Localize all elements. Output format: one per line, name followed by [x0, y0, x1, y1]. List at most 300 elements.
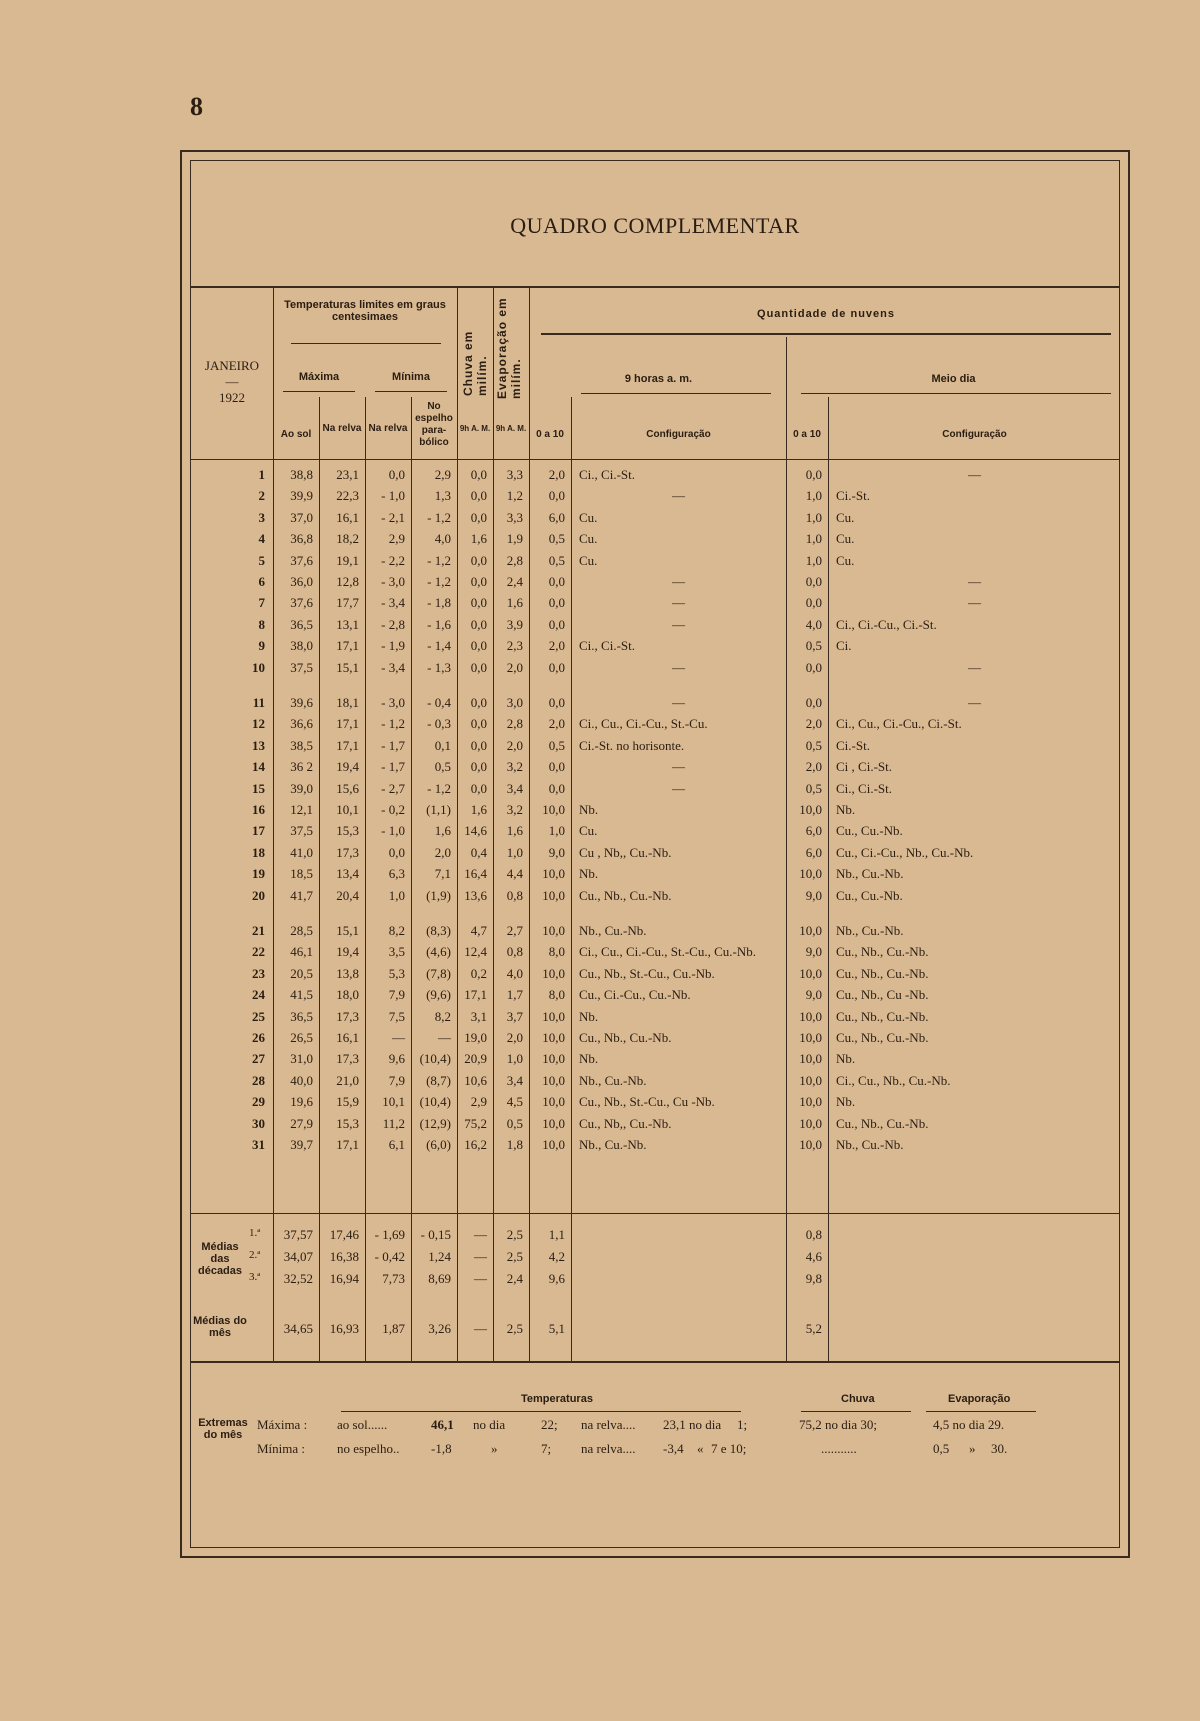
media-ao-sol: 34,07: [283, 1249, 313, 1264]
max-dia: 22;: [541, 1417, 558, 1432]
cell-day: 6: [258, 574, 265, 589]
cell-na-relva-min: 7,9: [388, 1072, 405, 1088]
cell-nuvens-9h: 0,5: [548, 737, 565, 753]
cell-na-relva-max: 22,3: [336, 488, 359, 504]
cell-config-9h: Nb.: [579, 866, 599, 882]
cell-nuvens-9h: 10,0: [542, 1072, 565, 1088]
cell-na-relva-min: 1,0: [388, 887, 405, 903]
cell-ao-sol: 36,5: [290, 1008, 313, 1024]
media-chuva: —: [474, 1271, 487, 1286]
cell-chuva: 2,9: [470, 1094, 487, 1110]
cell-nuvens-9h: 6,0: [548, 509, 565, 525]
max-evaporacao: 4,5 no dia 29.: [933, 1417, 1005, 1432]
cell-espelho: - 1,6: [427, 616, 451, 632]
cell-chuva: 0,4: [470, 844, 487, 860]
cell-na-relva-min: 8,2: [388, 923, 405, 938]
table-inner-frame: [190, 160, 1120, 1548]
cell-na-relva-max: 17,3: [336, 844, 359, 860]
cell-ao-sol: 12,1: [290, 802, 313, 817]
cell-config-meio-dia: Nb., Cu.-Nb.: [836, 1137, 904, 1152]
month-label: JANEIRO — 1922: [204, 358, 260, 405]
cell-nuvens-9h: 0,0: [548, 695, 565, 710]
cell-evaporacao: 1,6: [506, 595, 523, 611]
cell-evaporacao: 4,4: [506, 866, 523, 882]
cell-nuvens-9h: 10,0: [542, 866, 565, 882]
table-row: [191, 781, 1119, 801]
cell-config-9h: Nb., Cu.-Nb.: [579, 1137, 647, 1152]
cell-day: 2: [258, 488, 265, 504]
summary-rule: [191, 1361, 1119, 1363]
table-row: [191, 531, 1119, 551]
cell-nuvens-9h: 0,5: [548, 531, 565, 547]
cell-na-relva-max: 21,0: [336, 1072, 359, 1088]
cell-na-relva-min: —: [392, 1030, 405, 1045]
media-mes-row: [191, 1321, 1119, 1341]
cell-chuva: 0,0: [470, 552, 487, 568]
media-na-relva-min: - 1,69: [374, 1227, 405, 1242]
min-chuva: ...........: [821, 1441, 857, 1456]
cell-nuvens-9h: 9,0: [548, 844, 565, 860]
cell-na-relva-min: - 1,0: [381, 823, 405, 839]
cell-evaporacao: 3,2: [506, 802, 523, 817]
cell-config-meio-dia: Ci , Ci.-St.: [836, 759, 892, 775]
cell-nuvens-meio-dia: 10,0: [799, 802, 822, 817]
cell-na-relva-min: - 3,0: [381, 574, 405, 589]
media-nuvens-meio-dia: 9,8: [805, 1271, 822, 1286]
cell-ao-sol: 31,0: [290, 1051, 313, 1067]
cell-nuvens-9h: 0,0: [548, 595, 565, 611]
cell-espelho: (8,3): [426, 923, 451, 938]
cell-ao-sol: 38,0: [290, 638, 313, 654]
cell-ao-sol: 37,6: [290, 552, 313, 568]
cell-config-9h: Ci., Cu., Ci.-Cu., St.-Cu.: [579, 716, 708, 732]
cell-evaporacao: 2,0: [506, 1030, 523, 1045]
cell-day: 28: [252, 1072, 265, 1088]
cell-day: 26: [252, 1030, 265, 1045]
cell-espelho: - 1,2: [427, 509, 451, 525]
cell-config-9h: Nb.: [579, 1051, 599, 1067]
cell-espelho: (8,7): [426, 1072, 451, 1088]
cell-nuvens-meio-dia: 1,0: [805, 552, 822, 568]
cell-na-relva-max: 19,1: [336, 552, 359, 568]
cell-nuvens-meio-dia: 10,0: [799, 965, 822, 981]
cell-na-relva-max: 19,4: [336, 759, 359, 775]
table-row: [191, 1116, 1119, 1136]
cell-chuva: 17,1: [464, 987, 487, 1003]
chuva-hora-header: 9h A. M.: [459, 424, 491, 433]
cell-espelho: - 1,4: [427, 638, 451, 654]
cell-na-relva-max: 12,8: [336, 574, 359, 589]
table-row: [191, 467, 1119, 487]
cell-evaporacao: 0,5: [506, 1115, 523, 1131]
table-row: [191, 1073, 1119, 1093]
cell-na-relva-max: 10,1: [336, 802, 359, 817]
cell-config-meio-dia: Cu.: [836, 552, 855, 568]
media-mes-na-relva-min: 1,87: [382, 1321, 405, 1336]
cell-config-9h: —: [672, 488, 685, 504]
cell-config-meio-dia: Cu., Nb., Cu.-Nb.: [836, 1008, 929, 1024]
cell-config-9h: Ci.-St. no horisonte.: [579, 737, 685, 753]
media-nuvens-meio-dia: 0,8: [805, 1227, 822, 1242]
cell-day: 21: [252, 923, 265, 938]
cell-na-relva-max: 15,1: [336, 659, 359, 675]
media-mes-evaporacao: 2,5: [506, 1321, 523, 1336]
cell-na-relva-min: 0,0: [388, 844, 405, 860]
cell-config-9h: —: [672, 759, 685, 775]
cell-config-9h: Cu., Ci.-Cu., Cu.-Nb.: [579, 987, 691, 1003]
cell-chuva: 1,6: [470, 802, 487, 817]
cell-config-meio-dia: Nb.: [836, 802, 856, 817]
cell-na-relva-max: 17,1: [336, 1137, 359, 1152]
cell-day: 29: [252, 1094, 265, 1110]
cell-chuva: 0,2: [470, 965, 487, 981]
cell-config-9h: —: [672, 659, 685, 675]
table-row: [191, 510, 1119, 530]
cell-nuvens-9h: 0,0: [548, 759, 565, 775]
min-evaporacao-dia: 30.: [991, 1441, 1008, 1456]
cell-nuvens-9h: 0,0: [548, 616, 565, 632]
cell-day: 3: [258, 509, 265, 525]
cell-evaporacao: 2,0: [506, 659, 523, 675]
temp-group-header: Temperaturas limites em graus centesimaes: [284, 299, 446, 323]
temp-group-rule: [291, 343, 441, 344]
cell-na-relva-max: 13,8: [336, 965, 359, 981]
table-row: [191, 802, 1119, 822]
cell-nuvens-meio-dia: 9,0: [805, 887, 822, 903]
cell-ao-sol: 36 2: [290, 759, 313, 775]
media-na-relva-max: 17,46: [329, 1227, 359, 1242]
cell-chuva: 0,0: [470, 780, 487, 796]
cell-config-9h: —: [672, 780, 685, 796]
cell-espelho: (10,4): [419, 1094, 451, 1110]
cell-espelho: 0,5: [434, 759, 451, 775]
cell-config-9h: Cu.: [579, 509, 598, 525]
cell-day: 9: [258, 638, 265, 654]
cell-day: 27: [252, 1051, 265, 1067]
cell-na-relva-max: 15,1: [336, 923, 359, 938]
table-row: [191, 638, 1119, 658]
cell-nuvens-9h: 10,0: [542, 1008, 565, 1024]
table-row: [191, 1137, 1119, 1157]
table-row: [191, 759, 1119, 779]
media-chuva: —: [474, 1227, 487, 1242]
media-chuva: —: [474, 1249, 487, 1264]
cell-config-meio-dia: Nb.: [836, 1094, 856, 1110]
cell-config-9h: Nb., Cu.-Nb.: [579, 1072, 647, 1088]
cell-espelho: - 1,8: [427, 595, 451, 611]
decada-ordinal: 2.ª: [249, 1249, 261, 1261]
cell-config-meio-dia: Cu.: [836, 509, 855, 525]
cell-nuvens-9h: 10,0: [542, 1115, 565, 1131]
cell-na-relva-max: 15,3: [336, 823, 359, 839]
media-nuvens-9h: 9,6: [548, 1271, 565, 1286]
decada-ordinal: 3.ª: [249, 1271, 261, 1283]
cell-day: 23: [252, 965, 265, 981]
cell-nuvens-9h: 2,0: [548, 716, 565, 732]
cell-na-relva-min: - 0,2: [381, 802, 405, 817]
cell-nuvens-9h: 0,0: [548, 659, 565, 675]
cell-chuva: 75,2: [464, 1115, 487, 1131]
minima-header: Mínima: [392, 371, 430, 383]
minima-rule: [375, 391, 447, 392]
table-row: [191, 488, 1119, 508]
medias-rule: [191, 1213, 1119, 1214]
cell-ao-sol: 37,5: [290, 823, 313, 839]
media-nuvens-9h: 4,2: [548, 1249, 565, 1264]
cell-na-relva-max: 20,4: [336, 887, 359, 903]
cell-na-relva-min: - 3,0: [381, 695, 405, 710]
cell-na-relva-min: 10,1: [382, 1094, 405, 1110]
media-espelho: 8,69: [428, 1271, 451, 1286]
cell-nuvens-meio-dia: 10,0: [799, 1137, 822, 1152]
cell-config-9h: Cu., Nb,, Cu.-Nb.: [579, 1115, 672, 1131]
cell-chuva: 13,6: [464, 887, 487, 903]
cell-na-relva-max: 19,4: [336, 944, 359, 960]
cell-na-relva-max: 17,1: [336, 716, 359, 732]
nove-horas-rule: [581, 393, 771, 394]
table-row: [191, 845, 1119, 865]
media-decada-row: [191, 1227, 1119, 1247]
cell-chuva: 10,6: [464, 1072, 487, 1088]
medias-mes-label: Médias do mês: [193, 1315, 247, 1339]
na-relva-min-header: Na relva: [368, 423, 408, 434]
cell-na-relva-max: 13,4: [336, 866, 359, 882]
cell-evaporacao: 1,9: [506, 531, 523, 547]
cell-espelho: (6,0): [426, 1137, 451, 1152]
cell-config-9h: Nb.: [579, 1008, 599, 1024]
cell-nuvens-meio-dia: 10,0: [799, 1051, 822, 1067]
cell-nuvens-9h: 10,0: [542, 923, 565, 938]
cell-na-relva-max: 23,1: [336, 467, 359, 482]
cell-config-meio-dia: Ci.: [836, 638, 852, 654]
cell-config-meio-dia: —: [968, 595, 981, 611]
cell-na-relva-max: 15,6: [336, 780, 359, 796]
media-mes-ao-sol: 34,65: [283, 1321, 313, 1336]
cell-nuvens-9h: 10,0: [542, 1094, 565, 1110]
table-row: [191, 944, 1119, 964]
cell-chuva: 12,4: [464, 944, 487, 960]
cell-ao-sol: 38,8: [290, 467, 313, 482]
cell-day: 1: [258, 467, 265, 482]
cell-na-relva-min: 9,6: [388, 1051, 405, 1067]
cell-config-meio-dia: Ci., Ci.-Cu., Ci.-St.: [836, 616, 937, 632]
cell-nuvens-meio-dia: 0,5: [805, 737, 822, 753]
cell-chuva: 0,0: [470, 759, 487, 775]
media-espelho: 1,24: [428, 1249, 451, 1264]
cell-nuvens-9h: 0,0: [548, 574, 565, 589]
cell-nuvens-meio-dia: 1,0: [805, 488, 822, 504]
cell-nuvens-meio-dia: 10,0: [799, 1115, 822, 1131]
media-evaporacao: 2,4: [506, 1271, 523, 1286]
cell-ao-sol: 37,0: [290, 509, 313, 525]
cell-chuva: 0,0: [470, 716, 487, 732]
cell-day: 17: [252, 823, 265, 839]
max-relva-dia: 1;: [737, 1417, 748, 1432]
min-relva-mark: «: [697, 1441, 704, 1456]
cell-day: 22: [252, 944, 265, 960]
cell-config-meio-dia: Nb., Cu.-Nb.: [836, 923, 904, 938]
cell-espelho: - 1,3: [427, 659, 451, 675]
cell-nuvens-9h: 2,0: [548, 467, 565, 482]
cell-nuvens-meio-dia: 0,5: [805, 638, 822, 654]
cell-nuvens-meio-dia: 10,0: [799, 1008, 822, 1024]
cell-na-relva-max: 13,1: [336, 616, 359, 632]
cell-day: 24: [252, 987, 265, 1003]
cell-config-meio-dia: Cu., Nb., Cu.-Nb.: [836, 944, 929, 960]
cell-config-9h: Cu., Nb., Cu.-Nb.: [579, 887, 672, 903]
max-sol-label: ao sol......: [337, 1417, 388, 1432]
cell-day: 16: [252, 802, 265, 817]
media-na-relva-max: 16,38: [329, 1249, 359, 1264]
media-mes-chuva: —: [474, 1321, 487, 1336]
cell-evaporacao: 4,0: [506, 965, 523, 981]
cell-ao-sol: 37,5: [290, 659, 313, 675]
cell-ao-sol: 41,7: [290, 887, 313, 903]
media-na-relva-max: 16,94: [329, 1271, 359, 1286]
cell-na-relva-min: - 1,9: [381, 638, 405, 654]
cell-day: 12: [252, 716, 265, 732]
table-row: [191, 1009, 1119, 1029]
cell-espelho: 7,1: [434, 866, 451, 882]
cell-nuvens-meio-dia: 10,0: [799, 1072, 822, 1088]
cell-evaporacao: 2,0: [506, 737, 523, 753]
cell-nuvens-meio-dia: 0,0: [805, 695, 822, 710]
cell-nuvens-9h: 10,0: [542, 1030, 565, 1045]
media-mes-nuvens-meio-dia: 5,2: [805, 1321, 822, 1336]
cell-chuva: 16,4: [464, 866, 487, 882]
cell-espelho: - 0,3: [427, 716, 451, 732]
table-row: [191, 660, 1119, 680]
cell-ao-sol: 28,5: [290, 923, 313, 938]
cell-ao-sol: 41,5: [290, 987, 313, 1003]
cell-day: 31: [252, 1137, 265, 1152]
cell-nuvens-meio-dia: 0,5: [805, 780, 822, 796]
cell-ao-sol: 19,6: [290, 1094, 313, 1110]
min-relva-value: -3,4: [663, 1441, 684, 1456]
cell-config-meio-dia: —: [968, 659, 981, 675]
cell-config-meio-dia: Ci.-St.: [836, 737, 870, 753]
cell-na-relva-min: - 3,4: [381, 595, 405, 611]
table-row: [191, 738, 1119, 758]
cell-evaporacao: 2,7: [506, 923, 523, 938]
cell-chuva: 0,0: [470, 509, 487, 525]
cell-ao-sol: 41,0: [290, 844, 313, 860]
cell-chuva: 0,0: [470, 638, 487, 654]
cell-evaporacao: 0,8: [506, 887, 523, 903]
maxima-rule: [283, 391, 355, 392]
media-evaporacao: 2,5: [506, 1249, 523, 1264]
cell-nuvens-meio-dia: 10,0: [799, 1030, 822, 1045]
medias-decadas-label: Médias das décadas: [197, 1241, 243, 1277]
cell-ao-sol: 37,6: [290, 595, 313, 611]
cell-day: 8: [258, 616, 265, 632]
cell-config-9h: Cu., Nb., St.-Cu., Cu.-Nb.: [579, 965, 715, 981]
cell-nuvens-9h: 0,5: [548, 552, 565, 568]
cell-ao-sol: 36,5: [290, 616, 313, 632]
cell-ao-sol: 46,1: [290, 944, 313, 960]
ao-sol-header: Ao sol: [280, 429, 312, 440]
cell-na-relva-max: 18,1: [336, 695, 359, 710]
cell-ao-sol: 39,7: [290, 1137, 313, 1152]
cell-day: 15: [252, 780, 265, 796]
cell-config-meio-dia: —: [968, 695, 981, 710]
decada-ordinal: 1.ª: [249, 1227, 261, 1239]
cell-config-meio-dia: Ci., Cu., Nb., Cu.-Nb.: [836, 1072, 951, 1088]
cell-chuva: 16,2: [464, 1137, 487, 1152]
cell-ao-sol: 27,9: [290, 1115, 313, 1131]
cell-evaporacao: 3,7: [506, 1008, 523, 1024]
media-mes-espelho: 3,26: [428, 1321, 451, 1336]
media-decada-row: [191, 1271, 1119, 1291]
header-bottom-rule: [191, 459, 1119, 460]
cell-config-meio-dia: —: [968, 574, 981, 589]
cell-chuva: 19,0: [464, 1030, 487, 1045]
cell-nuvens-9h: 10,0: [542, 1051, 565, 1067]
media-evaporacao: 2,5: [506, 1227, 523, 1242]
cell-nuvens-9h: 0,0: [548, 488, 565, 504]
max-relva-value: 23,1 no dia: [663, 1417, 722, 1432]
cell-day: 13: [252, 737, 265, 753]
cell-na-relva-max: 16,1: [336, 1030, 359, 1045]
cell-na-relva-min: - 1,7: [381, 759, 405, 775]
table-row: [191, 595, 1119, 615]
cell-day: 7: [258, 595, 265, 611]
table-row: [191, 1030, 1119, 1050]
cell-config-meio-dia: Cu., Nb., Cu -Nb.: [836, 987, 929, 1003]
cell-ao-sol: 38,5: [290, 737, 313, 753]
cell-nuvens-9h: 1,0: [548, 823, 565, 839]
cell-config-meio-dia: Nb., Cu.-Nb.: [836, 866, 904, 882]
cell-espelho: 1,6: [434, 823, 451, 839]
cell-day: 5: [258, 552, 265, 568]
cell-chuva: 14,6: [464, 823, 487, 839]
cell-espelho: (1,1): [426, 802, 451, 817]
cell-espelho: 4,0: [434, 531, 451, 547]
evaporacao-header: Evaporação em milím.: [495, 297, 523, 399]
cell-na-relva-max: 17,1: [336, 737, 359, 753]
min-ditto-mark: »: [491, 1441, 498, 1456]
media-na-relva-min: - 0,42: [374, 1249, 405, 1264]
cell-config-meio-dia: —: [968, 467, 981, 482]
cell-espelho: 2,9: [434, 467, 451, 482]
cell-espelho: (9,6): [426, 987, 451, 1003]
cell-na-relva-min: - 2,8: [381, 616, 405, 632]
cell-chuva: 1,6: [470, 531, 487, 547]
cell-day: 14: [252, 759, 265, 775]
escala-1-header: 0 a 10: [536, 429, 564, 440]
cell-na-relva-min: 2,9: [388, 531, 405, 547]
cell-evaporacao: 3,4: [506, 780, 523, 796]
table-row: [191, 923, 1119, 943]
cell-na-relva-min: 7,5: [388, 1008, 405, 1024]
media-na-relva-min: 7,73: [382, 1271, 405, 1286]
cell-config-9h: Cu.: [579, 552, 598, 568]
cell-evaporacao: 3,9: [506, 616, 523, 632]
cell-ao-sol: 26,5: [290, 1030, 313, 1045]
chuva-rule: [801, 1411, 911, 1412]
cell-config-9h: Cu.: [579, 531, 598, 547]
escala-2-header: 0 a 10: [793, 429, 821, 440]
cell-day: 18: [252, 844, 265, 860]
cell-nuvens-9h: 10,0: [542, 802, 565, 817]
min-evaporacao-value: 0,5: [933, 1441, 950, 1456]
table-row: [191, 987, 1119, 1007]
cell-chuva: 0,0: [470, 467, 487, 482]
cell-evaporacao: 3,2: [506, 759, 523, 775]
cell-nuvens-meio-dia: 4,0: [805, 616, 822, 632]
cell-na-relva-min: - 1,0: [381, 488, 405, 504]
media-espelho: - 0,15: [420, 1227, 451, 1242]
